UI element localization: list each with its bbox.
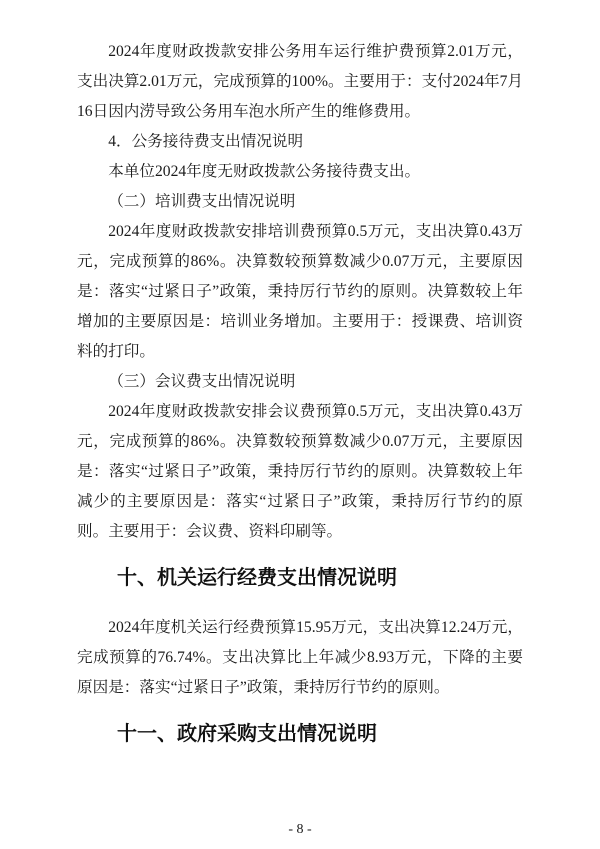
paragraph-training-expense: 2024年度财政拨款安排培训费预算0.5万元，支出决算0.43万元，完成预算的86%。决算数较预算数减少0.07万元，主要原因是：落实“过紧日子”政策，秉持厉行节约的原则。决算数较上年增加的主要原因是：培训业务增加。主要用于：授课费、培训资料的打印。 [77, 223, 523, 360]
heading-section-11-government-procurement: 十一、政府采购支出情况说明 [117, 723, 377, 745]
paragraph-vehicle-maintenance: 2024年度财政拨款安排公务用车运行维护费预算2.01万元，支出决算2.01万元，完成预算的100%。主要用于：支付2024年7月16日因内涝导致公务用车泡水所产生的维修费用。 [77, 43, 523, 120]
heading-section-10-agency-operating-expense: 十、机关运行经费支出情况说明 [117, 567, 397, 589]
subitem-official-reception: 4．公务接待费支出情况说明 [108, 133, 304, 150]
paragraph-meeting-expense: 2024年度财政拨款安排会议费预算0.5万元，支出决算0.43万元，完成预算的86%。决算数较预算数减少0.07万元，主要原因是：落实“过紧日子”政策，秉持厉行节约的原则。决算数较上年减少的主要原因是：落实“过紧日子”政策，秉持厉行节约的原则。主要用于：会议费、资料印刷等。 [77, 403, 523, 540]
subheading-meeting-expense: （三）会议费支出情况说明 [108, 373, 296, 390]
paragraph-no-reception-expense: 本单位2024年度无财政拨款公务接待费支出。 [108, 163, 421, 180]
page-number: - 8 - [288, 822, 312, 837]
paragraph-agency-operating-expense: 2024年度机关运行经费预算15.95万元，支出决算12.24万元，完成预算的76.74%。支出决算比上年减少8.93万元，下降的主要原因是：落实“过紧日子”政策，秉持厉行节约的原则。 [77, 619, 523, 696]
subheading-training-expense: （二）培训费支出情况说明 [108, 193, 296, 210]
document-body [77, 37, 523, 769]
